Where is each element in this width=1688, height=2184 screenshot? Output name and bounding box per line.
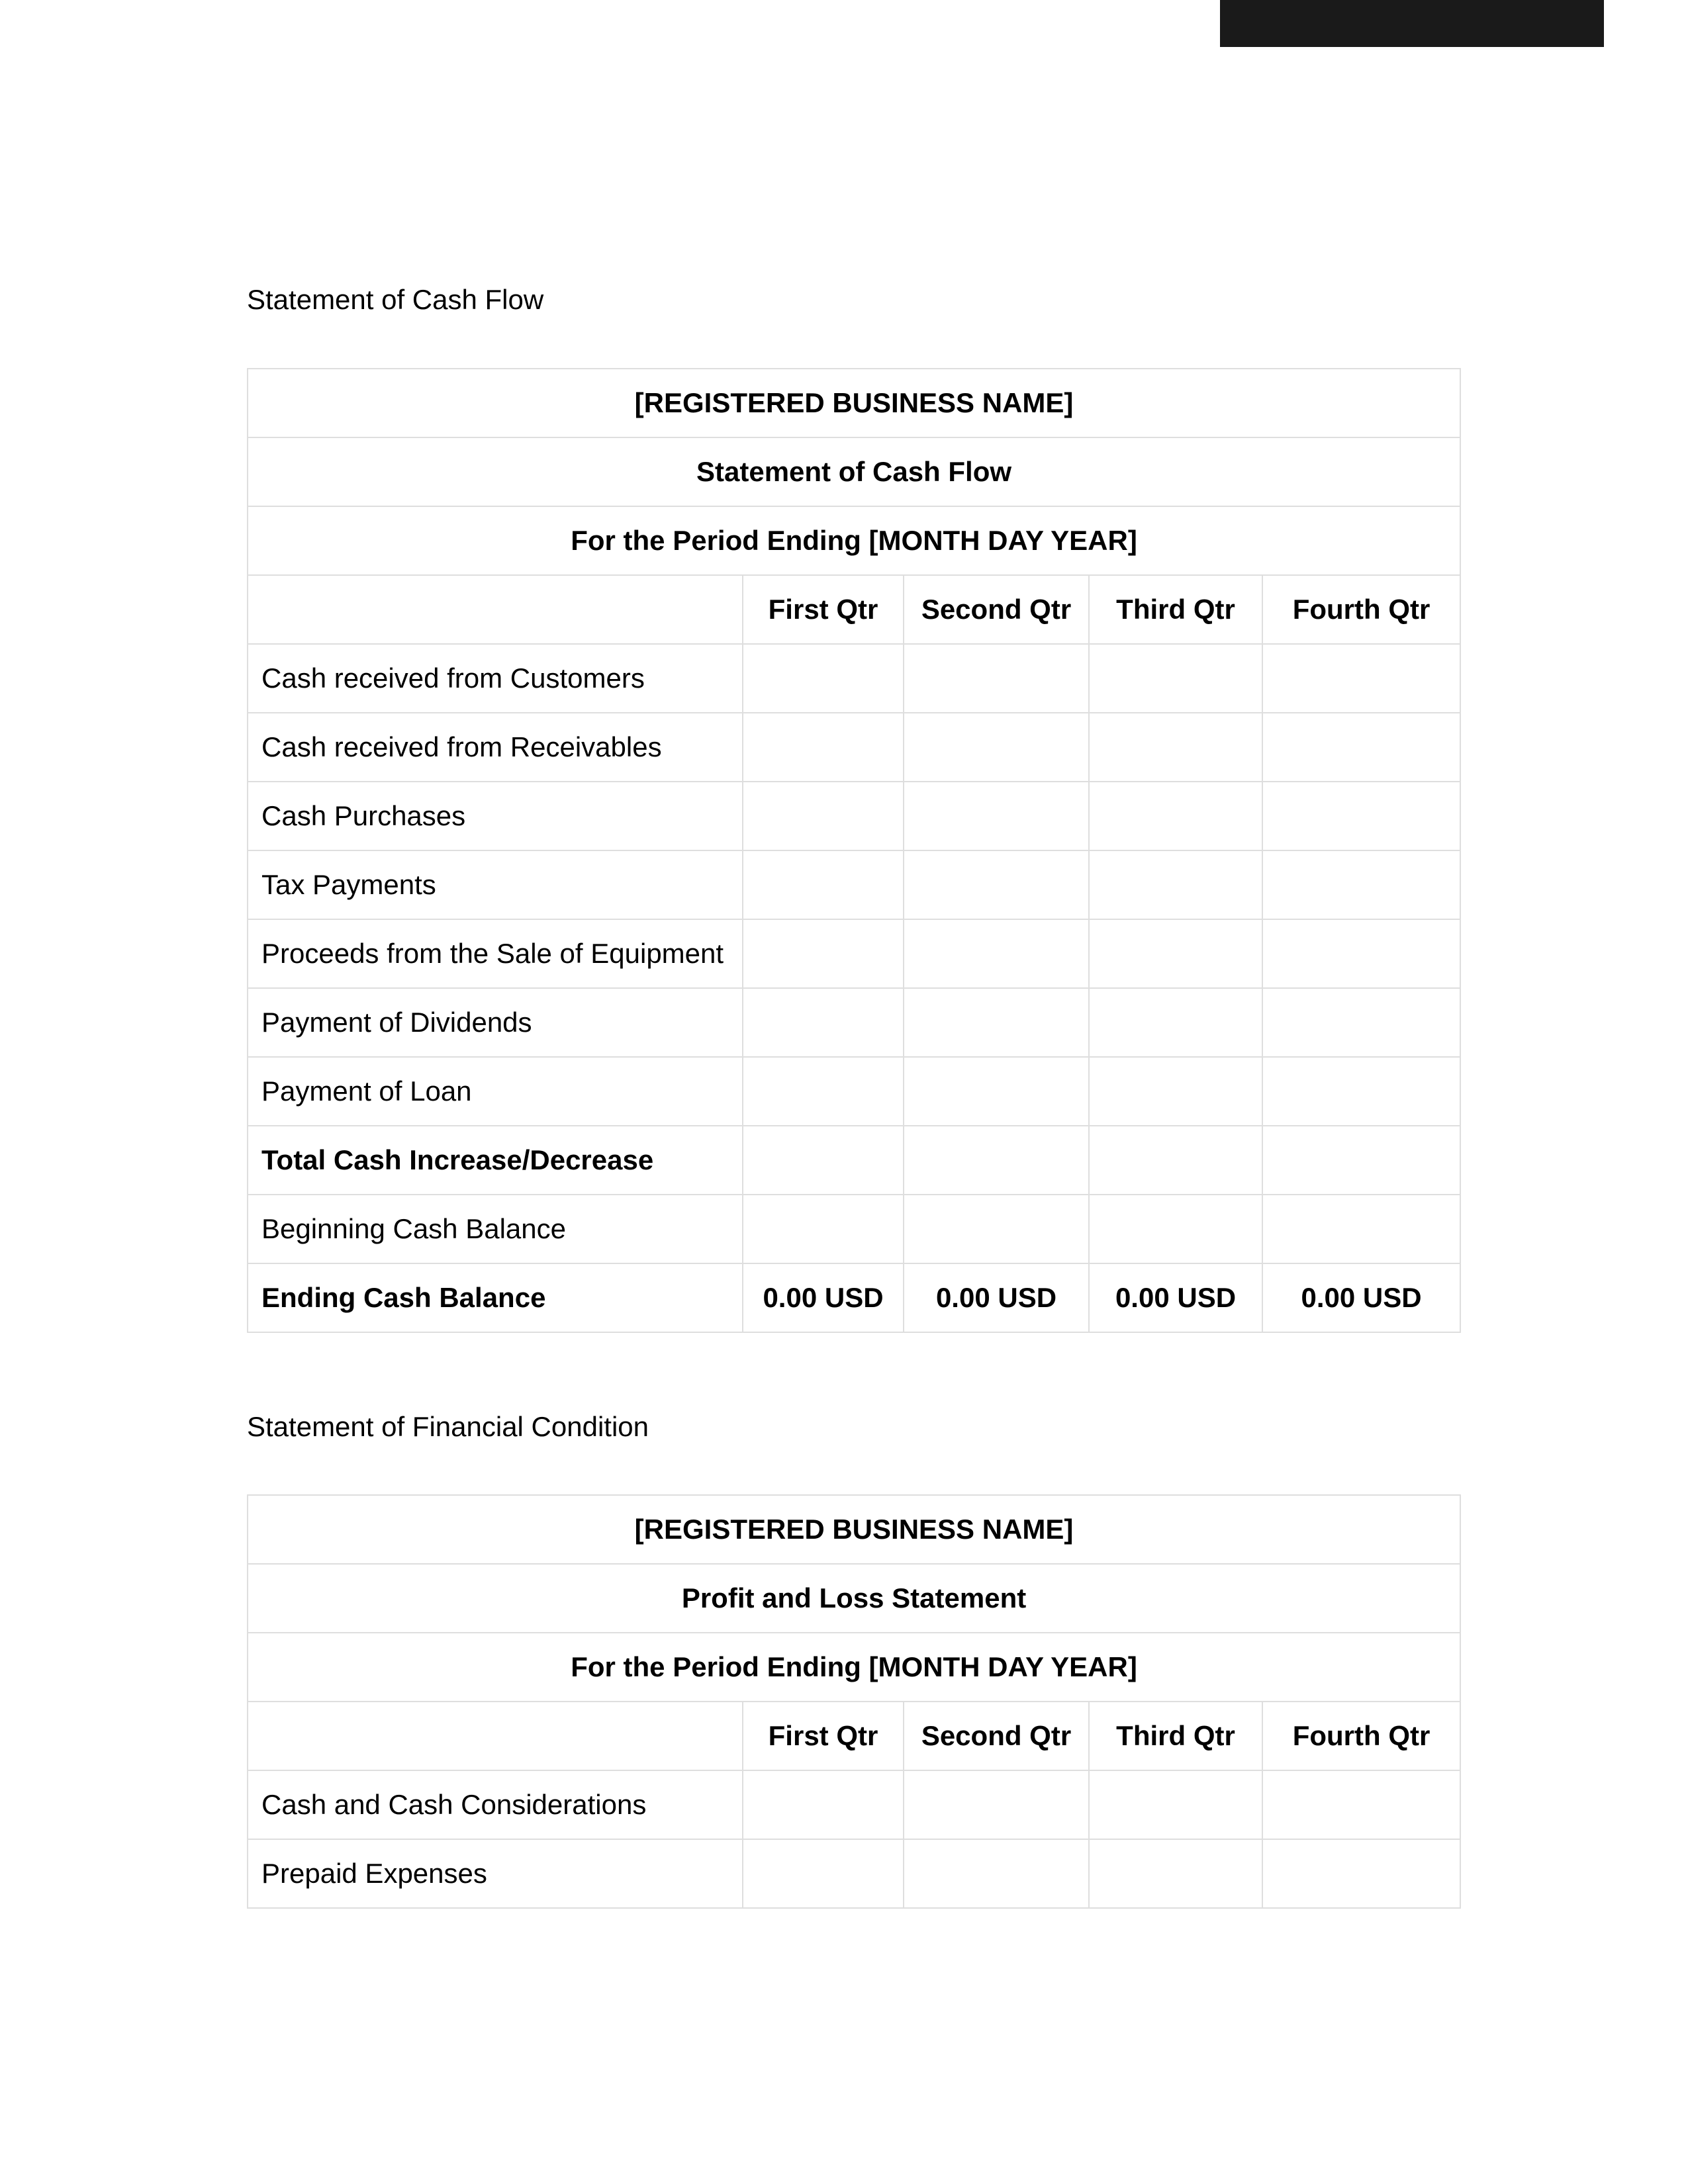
table-row <box>248 988 1460 1057</box>
table-row <box>248 919 1460 988</box>
amount-cell <box>904 1770 1089 1839</box>
amount-cell <box>1089 919 1262 988</box>
table-row <box>248 1770 1460 1839</box>
row-label: Payment of Loan <box>248 1057 743 1126</box>
amount-cell <box>904 988 1089 1057</box>
amount-cell <box>904 1126 1089 1195</box>
amount-cell <box>1089 988 1262 1057</box>
statement-title: Statement of Cash Flow <box>248 437 1460 506</box>
amount-cell <box>904 1839 1089 1908</box>
period-ending: For the Period Ending [MONTH DAY YEAR] <box>248 1633 1460 1702</box>
quarter-header: Fourth Qtr <box>1262 575 1460 644</box>
table-row <box>248 1495 1460 1564</box>
amount-cell <box>1262 919 1460 988</box>
amount-cell <box>904 919 1089 988</box>
table-row <box>248 369 1460 437</box>
period-ending: For the Period Ending [MONTH DAY YEAR] <box>248 506 1460 575</box>
quarter-header: Third Qtr <box>1089 575 1262 644</box>
amount-cell <box>1262 1195 1460 1263</box>
amount-cell <box>1089 782 1262 850</box>
amount-cell <box>1089 1057 1262 1126</box>
quarter-header-row <box>248 575 1460 644</box>
amount-cell <box>1262 1770 1460 1839</box>
amount-cell <box>743 1839 904 1908</box>
table-row <box>248 506 1460 575</box>
row-label: Cash received from Customers <box>248 644 743 713</box>
table-row <box>248 1839 1460 1908</box>
table-row <box>248 437 1460 506</box>
amount-cell <box>1262 644 1460 713</box>
financial-condition-table <box>247 1494 1461 1909</box>
row-label: Cash Purchases <box>248 782 743 850</box>
amount-cell <box>743 713 904 782</box>
amount-cell <box>1262 713 1460 782</box>
table-row <box>248 1263 1460 1332</box>
amount-cell <box>904 782 1089 850</box>
statement-title: Profit and Loss Statement <box>248 1564 1460 1633</box>
quarter-header: First Qtr <box>743 575 904 644</box>
financial-condition-section-label: Statement of Financial Condition <box>247 1411 649 1442</box>
header-bar <box>1220 0 1604 47</box>
amount-cell <box>743 850 904 919</box>
row-label: Total Cash Increase/Decrease <box>248 1126 743 1195</box>
amount-cell <box>1262 988 1460 1057</box>
row-label: Beginning Cash Balance <box>248 1195 743 1263</box>
amount-cell <box>1262 1057 1460 1126</box>
amount-cell <box>743 988 904 1057</box>
amount-cell <box>743 644 904 713</box>
cash-flow-table <box>247 368 1461 1333</box>
amount-cell: 0.00 USD <box>904 1263 1089 1332</box>
amount-cell <box>1262 850 1460 919</box>
amount-cell <box>1262 1839 1460 1908</box>
quarter-header: Second Qtr <box>904 1702 1089 1770</box>
amount-cell <box>904 644 1089 713</box>
amount-cell <box>743 1770 904 1839</box>
quarter-header-row <box>248 1702 1460 1770</box>
amount-cell <box>1262 782 1460 850</box>
amount-cell: 0.00 USD <box>743 1263 904 1332</box>
header-blank-cell <box>248 575 743 644</box>
quarter-header: Fourth Qtr <box>1262 1702 1460 1770</box>
business-name: [REGISTERED BUSINESS NAME] <box>248 369 1460 437</box>
amount-cell <box>743 1057 904 1126</box>
amount-cell <box>904 1195 1089 1263</box>
amount-cell <box>1089 1126 1262 1195</box>
business-name: [REGISTERED BUSINESS NAME] <box>248 1495 1460 1564</box>
row-label: Payment of Dividends <box>248 988 743 1057</box>
row-label: Prepaid Expenses <box>248 1839 743 1908</box>
amount-cell <box>743 919 904 988</box>
amount-cell <box>1089 850 1262 919</box>
amount-cell <box>904 713 1089 782</box>
row-label: Ending Cash Balance <box>248 1263 743 1332</box>
row-label: Tax Payments <box>248 850 743 919</box>
amount-cell <box>1262 1126 1460 1195</box>
amount-cell <box>743 782 904 850</box>
amount-cell <box>904 1057 1089 1126</box>
amount-cell <box>743 1195 904 1263</box>
amount-cell <box>1089 1195 1262 1263</box>
amount-cell <box>904 850 1089 919</box>
table-row <box>248 1564 1460 1633</box>
row-label: Cash received from Receivables <box>248 713 743 782</box>
amount-cell <box>1089 1839 1262 1908</box>
quarter-header: Third Qtr <box>1089 1702 1262 1770</box>
table-row <box>248 713 1460 782</box>
quarter-header: First Qtr <box>743 1702 904 1770</box>
table-row <box>248 644 1460 713</box>
amount-cell <box>1089 713 1262 782</box>
amount-cell <box>743 1126 904 1195</box>
table-row <box>248 1126 1460 1195</box>
quarter-header: Second Qtr <box>904 575 1089 644</box>
table-row <box>248 782 1460 850</box>
row-label: Proceeds from the Sale of Equipment <box>248 919 743 988</box>
table-row <box>248 1195 1460 1263</box>
cash-flow-section-label: Statement of Cash Flow <box>247 284 544 315</box>
header-blank-cell <box>248 1702 743 1770</box>
amount-cell <box>1089 644 1262 713</box>
amount-cell <box>1089 1770 1262 1839</box>
row-label: Cash and Cash Considerations <box>248 1770 743 1839</box>
table-row <box>248 1633 1460 1702</box>
table-row <box>248 850 1460 919</box>
table-row <box>248 1057 1460 1126</box>
amount-cell: 0.00 USD <box>1089 1263 1262 1332</box>
amount-cell: 0.00 USD <box>1262 1263 1460 1332</box>
